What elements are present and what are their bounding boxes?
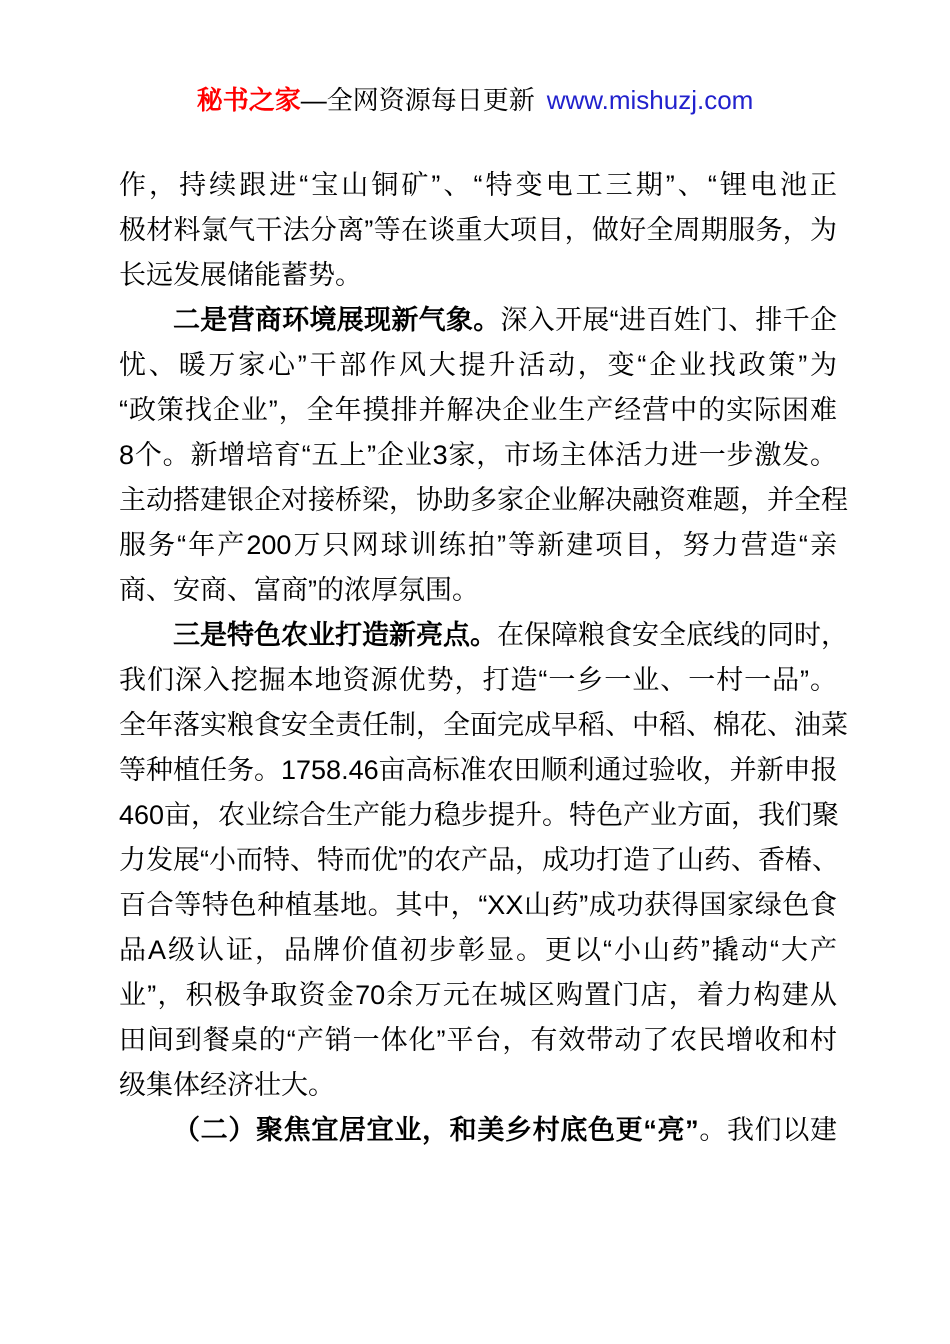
text-segment-bold: （二）聚焦宜居宜业，和美乡村底色更“亮” [173, 1115, 699, 1145]
text-line [119, 883, 837, 928]
text-segment: 力发展“小而特、特而优”的农产品，成功打造了山药、香椿、 [119, 845, 839, 875]
text-segment: 百合等特色种植基地。其中，“XX山药”成功获得国家绿色食 [119, 890, 837, 920]
header-tagline: 全网资源每日更新 [326, 85, 535, 115]
brand-name: 秘书之家 [196, 85, 301, 115]
text-segment: 田间到餐桌的“产销一体化”平台，有效带动了农民增收和村 [119, 1025, 837, 1055]
text-segment: 级集体经济壮大。 [119, 1070, 335, 1100]
text-segment: 。我们以建 [698, 1115, 838, 1145]
text-line [119, 703, 848, 748]
text-line [119, 208, 837, 253]
text-line [119, 928, 837, 973]
text-segment: 深入开展“进百姓门、排千企 [500, 305, 837, 335]
text-line [119, 658, 837, 703]
text-line [119, 793, 840, 838]
text-segment: 8个。新增培育“五上”企业3家，市场主体活力进一步激发。 [119, 440, 837, 470]
text-segment: 460亩，农业综合生产能力稳步提升。特色产业方面，我们聚 [119, 800, 840, 830]
text-line [119, 388, 837, 433]
text-segment: “政策找企业”，全年摸排并解决企业生产经营中的实际困难 [119, 395, 837, 425]
text-line [119, 613, 848, 658]
site-header [0, 84, 950, 116]
text-segment: 商、安商、富商”的浓厚氛围。 [119, 575, 479, 605]
text-segment: 我们深入挖掘本地资源优势，打造“一乡一业、一村一品”。 [119, 665, 837, 695]
text-line [119, 253, 837, 298]
text-segment: 极材料氯气干法分离”等在谈重大项目，做好全周期服务，为 [119, 215, 837, 245]
text-segment: 在保障粮食安全底线的同时， [497, 620, 848, 650]
text-segment: 等种植任务。1758.46亩高标准农田顺利通过验收，并新申报 [119, 755, 838, 785]
text-segment: 忧、暖万家心”干部作风大提升活动，变“企业找政策”为 [119, 350, 837, 380]
text-line [119, 973, 837, 1018]
text-segment: 全年落实粮食安全责任制，全面完成早稻、中稻、棉花、油菜 [119, 710, 848, 740]
text-line [119, 1063, 837, 1108]
text-line [119, 343, 837, 388]
header-url-link[interactable]: www.mishuzj.com [546, 85, 754, 115]
document-lines [119, 163, 848, 1153]
text-line [119, 748, 837, 793]
text-segment-bold: 三是特色农业打造新亮点。 [173, 620, 497, 650]
text-line [119, 568, 837, 613]
text-segment: 主动搭建银企对接桥梁，协助多家企业解决融资难题，并全程 [119, 485, 848, 515]
text-segment: 服务“年产200万只网球训练拍”等新建项目，努力营造“亲 [119, 530, 837, 560]
text-line [119, 1018, 837, 1063]
text-segment-bold: 二是营商环境展现新气象。 [173, 305, 501, 335]
text-line [119, 523, 837, 568]
text-segment: 品A级认证，品牌价值初步彰显。更以“小山药”撬动“大产 [119, 935, 837, 965]
text-segment: 业”，积极争取资金70余万元在城区购置门店，着力构建从 [119, 980, 837, 1010]
text-line [119, 1108, 837, 1153]
text-line [119, 298, 837, 343]
text-line [119, 163, 837, 208]
text-line [119, 838, 837, 883]
text-line [119, 478, 848, 523]
header-dash: — [300, 85, 327, 115]
text-line [119, 433, 837, 478]
text-segment: 长远发展储能蓄势。 [119, 260, 362, 290]
text-segment: 作，持续跟进“宝山铜矿”、“特变电工三期”、“锂电池正 [119, 170, 837, 200]
